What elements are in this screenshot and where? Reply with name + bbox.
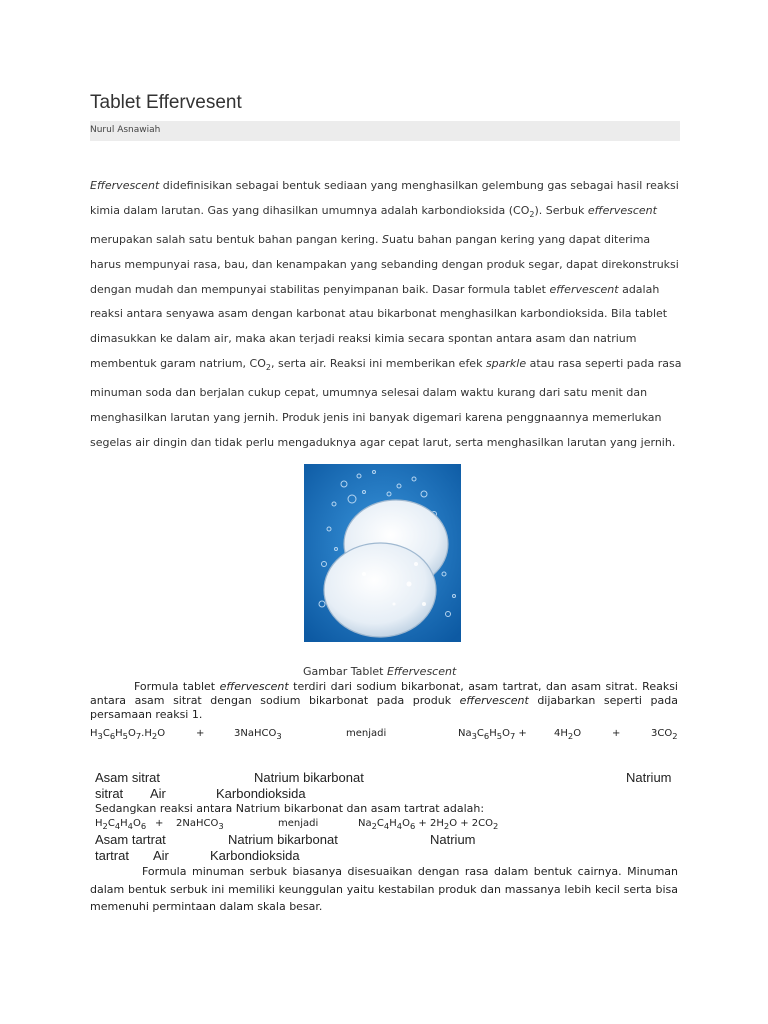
intro-text-3a: adalah reaksi antara senyawa asam dengan karbonat atau bikarbonat menghasilkan karbondioksida. Bila tablet dimasukkan ke dalam air, maka akan terjadi reaksi kimia secara spontan antara asam dan natrium membentuk garam natrium, CO	[90, 282, 668, 371]
label1-sitrat: sitrat	[95, 786, 124, 801]
formula-term-b: effervescent	[459, 694, 529, 707]
formula-paragraph	[90, 680, 678, 722]
eq1-plus2: +	[612, 728, 621, 739]
effervescent-tablet-image	[304, 464, 461, 642]
intro-term-3: effervescent	[549, 282, 619, 296]
intro-text-s: S	[382, 232, 389, 246]
eq1-product3: $3CO_2$	[651, 728, 678, 741]
figure-caption	[303, 665, 456, 678]
eq1-plus1: +	[196, 728, 205, 739]
eq1-arrow: menjadi	[346, 728, 387, 739]
closing-paragraph: Formula minuman serbuk biasanya disesuaikan dengan rasa dalam bentuk cairnya. Minuman dalam bentuk serbuk ini memiliki keunggulan yaitu kestabilan produk dan massanya lebih kecil serta bisa memenuhi permintaan dalam skala besar.	[90, 865, 678, 913]
intro2-text: Sedangkan reaksi antara Natrium bikarbonat dan asam tartrat adalah:	[95, 802, 485, 815]
label2-natrium-bikarbonat: Natrium bikarbonat	[228, 832, 338, 847]
label1-air: Air	[150, 786, 166, 801]
label2-air: Air	[153, 848, 169, 863]
co2-subscript-2: 2	[265, 363, 271, 373]
eq2-arrow: menjadi	[278, 818, 319, 829]
intro-text-1: didefinisikan sebagai bentuk sediaan yang menghasilkan gelembung gas sebagai hasil reaksi kimia dalam larutan. Gas yang dihasilkan umumnya adalah karbondioksida (CO	[90, 179, 679, 217]
formula-text-a: Formula tablet	[134, 680, 220, 693]
label1-natrium-bikarbonat: Natrium bikarbonat	[254, 770, 364, 785]
intro-text-2b: merupakan salah satu bentuk bahan pangan kering.	[90, 232, 383, 246]
caption-text: Gambar Tablet	[303, 665, 387, 678]
formula-term-a: effervescent	[219, 680, 289, 693]
eq2-reactant2: 2NaHCO$_3$	[176, 818, 224, 831]
intro-text-3b: , serta air. Reaksi ini memberikan efek	[271, 357, 486, 371]
label2-karbondioksida: Karbondioksida	[210, 848, 300, 863]
intro-text-3c: atau rasa seperti pada rasa minuman soda dan berjalan cukup cepat, umumnya selesai dalam waktu kurang dari satu menit dan menghasilkan larutan yang jernih. Produk jenis ini banyak digemari karena penggnaannya memerlukan segelas air dingin dan tidak perlu mengaduknya agar cepat larut, serta menghasilkan larutan yang jernih.	[90, 357, 682, 449]
eq2-products: $Na_2C_4H_4O_6 + 2H_2O + 2CO_2$	[358, 818, 499, 831]
intro-term: Effervescent	[90, 179, 160, 192]
intro-text-2c: uatu bahan pangan kering yang dapat diterima harus mempunyai rasa, bau, dan kenampakan yang sebanding dengan produk segar, dapat direkonstruksi dengan mudah dan mempunyai stabilitas penyimpanan baik. Dasar formula tablet	[90, 232, 679, 296]
eq1-reactant1: $H_3C_6H_5O_7.H_2O$	[90, 728, 166, 741]
document-title: Tablet Effervesent	[90, 92, 242, 113]
eq1-product2: $4H_2O$	[554, 728, 582, 741]
author-name: Nurul Asnawiah	[90, 125, 161, 135]
co2-subscript: 2	[529, 210, 535, 220]
eq2-plus1: +	[155, 818, 164, 829]
author-bar	[90, 121, 680, 141]
intro-term-sparkle: sparkle	[485, 357, 527, 371]
label1-karbondioksida: Karbondioksida	[216, 786, 306, 801]
eq1-product1: $Na_3C_6H_5O_7$ +	[458, 728, 527, 741]
caption-term: Effervescent	[386, 665, 457, 678]
formula-text-b: terdiri dari sodium bikarbonat, asam tartrat, dan asam sitrat. Reaksi antara asam sitrat dengan sodium bikarbonat pada produk	[90, 680, 678, 707]
label2-natrium: Natrium	[430, 832, 476, 847]
label1-asam-sitrat: Asam sitrat	[95, 770, 161, 785]
intro-paragraph	[90, 174, 682, 456]
label2-asam-tartrat: Asam tartrat	[95, 832, 166, 847]
formula-text-c: dijabarkan seperti pada persamaan reaksi 1.	[90, 694, 678, 721]
label1-natrium: Natrium	[626, 770, 672, 785]
eq1-reactant2: 3NaHCO$_3$	[234, 728, 282, 741]
intro-text-2a: ). Serbuk	[534, 203, 588, 217]
label2-tartrat: tartrat	[95, 848, 129, 863]
intro-term-2: effervescent	[587, 203, 657, 217]
eq2-reactant1: $H_2C_4H_4O_6$	[95, 818, 147, 831]
